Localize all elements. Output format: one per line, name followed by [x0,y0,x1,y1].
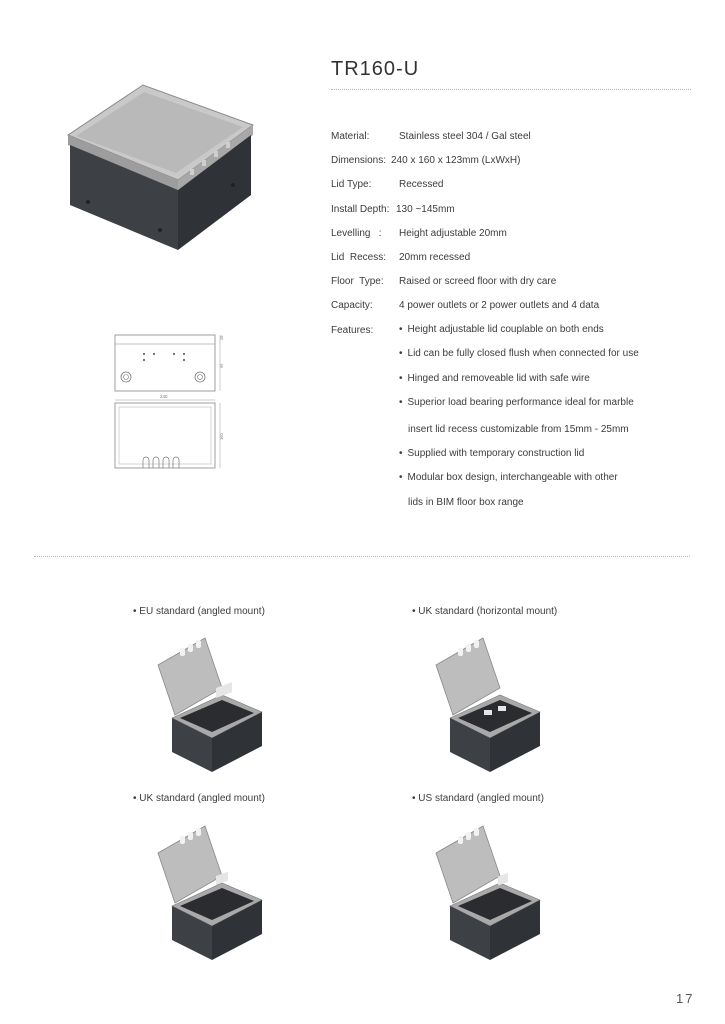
product-image-eu-angled [150,630,270,780]
spec-label: Dimensions: [331,155,387,167]
page-number: 17 [676,991,695,1006]
bullet: • [399,472,403,484]
bullet: • [399,324,403,335]
spec-value: Raised or screed floor with dry care [399,276,557,288]
bullet: • [399,372,403,384]
feature-text: Height adjustable lid couplable on both ends [407,324,604,335]
spec-label: Features: [331,324,374,336]
feature-item [399,324,689,348]
divider-middle [34,556,690,557]
features-list [399,324,689,521]
dim-side-label: 95 [219,363,224,368]
variant-label-us-angled: • US standard (angled mount) [412,793,544,804]
product-image-uk-angled [150,818,270,968]
spec-value: 130 ~145mm [396,203,455,215]
feature-text: Modular box design, interchangeable with other [407,472,618,484]
spec-label: Lid Type: [331,179,372,191]
bullet: • [399,448,403,460]
feature-item-continued [399,424,689,448]
spec-label: Material: [331,131,370,142]
variant-label-uk-angled: • UK standard (angled mount) [133,793,265,804]
feature-text: insert lid recess customizable from 15mm - 25mm [408,423,629,435]
variant-label-uk-horizontal: • UK standard (horizontal mount) [412,606,558,617]
spec-label: Lid Recess: [331,251,387,263]
variant-label-eu-angled: • EU standard (angled mount) [133,606,265,617]
feature-text: Lid can be fully closed flush when connected for use [407,348,639,360]
spec-value: Recessed [399,179,444,191]
feature-item [399,373,689,397]
spec-value: 240 x 160 x 123mm (LxWxH) [391,155,521,167]
spec-label: Levelling : [331,227,382,239]
dim-depth-label: 160 [219,433,224,440]
spec-label: Floor Type: [331,276,384,288]
product-image-closed [58,80,258,260]
bullet: • [399,396,403,408]
spec-value: 20mm recessed [399,251,471,263]
feature-item [399,448,689,472]
divider-top [331,89,691,90]
feature-text: lids in BIM floor box range [408,496,524,508]
bullet: • [399,348,403,360]
spec-value: Height adjustable 20mm [399,227,507,239]
spec-value: 4 power outlets or 2 power outlets and 4 data [399,300,600,312]
product-title: TR160-U [331,58,420,80]
feature-item [399,397,689,424]
dim-top-label: 28 [219,335,224,340]
product-image-us-angled [428,818,548,968]
feature-text: Superior load bearing performance ideal for marble [407,396,634,408]
spec-value: Stainless steel 304 / Gal steel [399,131,531,142]
product-image-uk-horizontal [428,630,548,780]
feature-item [399,348,689,372]
spec-label: Capacity: [331,300,373,312]
feature-item [399,472,689,496]
spec-label: Install Depth: [331,203,390,215]
feature-item-continued [399,497,689,521]
feature-text: Hinged and removeable lid with safe wire [407,372,590,384]
feature-text: Supplied with temporary construction lid [407,448,585,460]
technical-drawing [110,330,235,475]
dim-width-label: 240 [160,394,168,399]
